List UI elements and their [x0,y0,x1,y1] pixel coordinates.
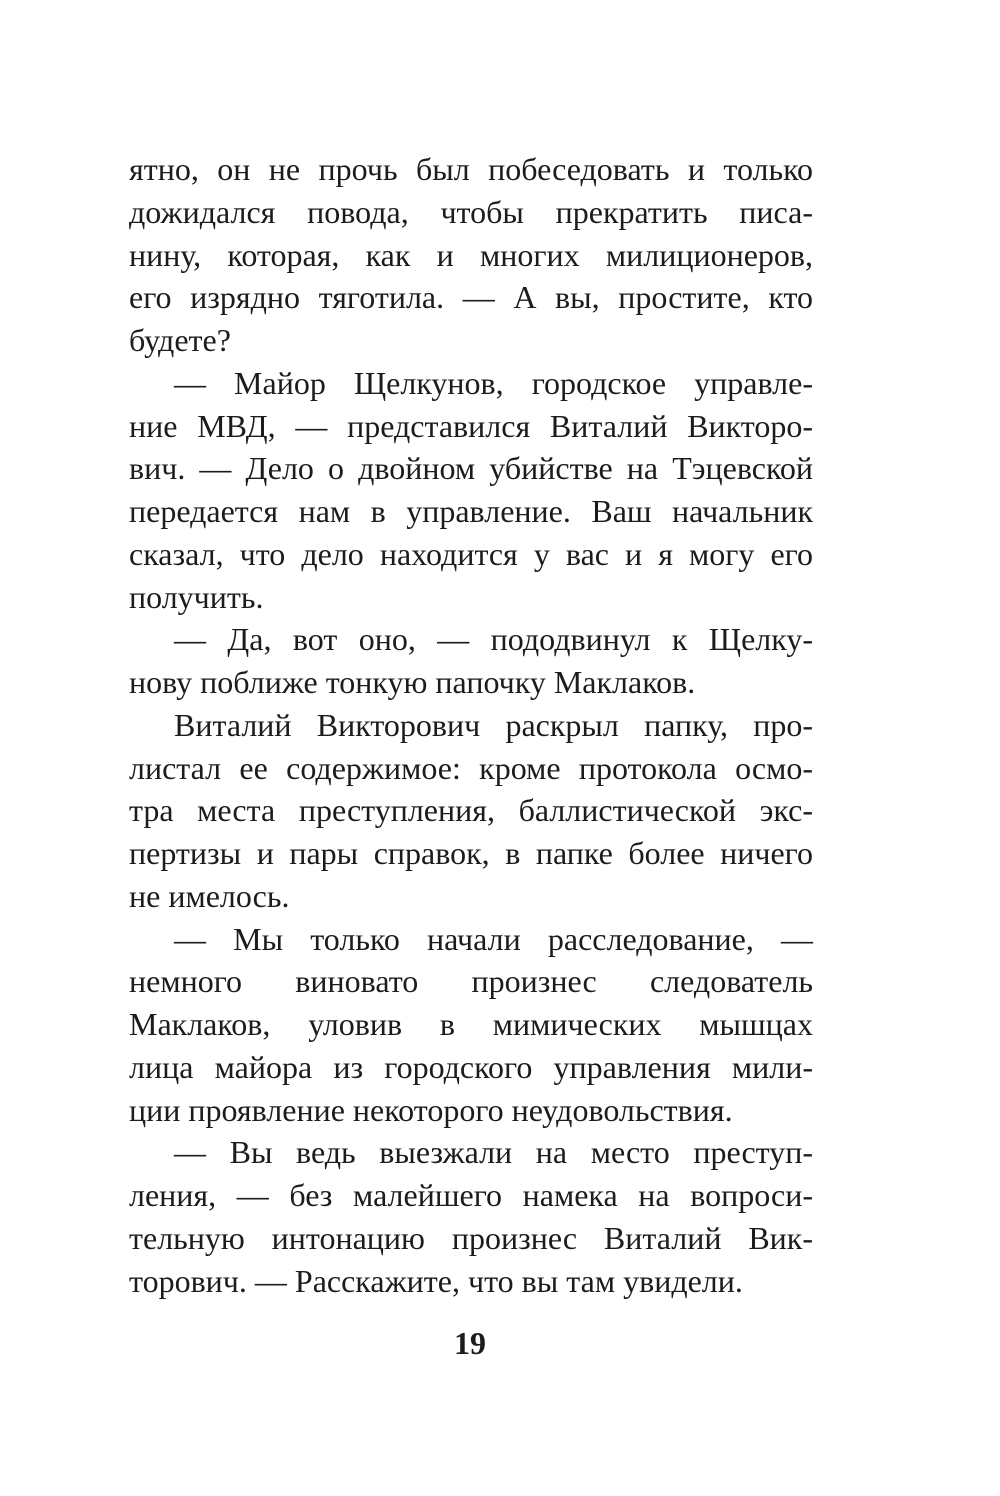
text-line: ятно, он не прочь был побеседовать и только [129,151,813,187]
text-line: пертизы и пары справок, в папке более ничего [129,835,813,871]
text-line: нову поближе тонкую папочку Маклаков. [129,664,696,700]
text-line: сказал, что дело находится у вас и я могу его [129,535,813,572]
text-line: его изрядно тяготила. — А вы, простите, кто [129,279,813,316]
text-line: листал ее содержимое: кроме протокола осмо- [129,749,813,786]
text-line: ления, — без малейшего намека на вопроси- [129,1177,813,1213]
text-line: — Мы только начали расследование, — [174,920,813,957]
text-line: тельную интонацию произнес Виталий Вик- [129,1219,813,1256]
text-line: тра места преступления, баллистической экс- [129,792,813,829]
text-line: нину, которая, как и многих милиционеров, [129,236,813,273]
text-line: — Вы ведь выезжали на место преступ- [174,1134,813,1171]
text-line: — Майор Щелкунов, городское управле- [174,364,813,401]
text-line: получить. [129,578,264,615]
page-number: 19 [454,1325,486,1361]
text-line: ции проявление некоторого неудовольствия. [129,1091,733,1128]
text-line: будете? [129,322,231,358]
text-line: Виталий Викторович раскрыл папку, про- [174,706,813,743]
text-line: дожидался повода, чтобы прекратить писа- [129,193,813,230]
text-line: торович. — Расскажите, что вы там увидели. [129,1262,743,1299]
text-line: не имелось. [129,877,290,914]
text-line: вич. — Дело о двойном убийстве на Тэцевской [129,450,813,487]
text-line: лица майора из городского управления мили- [129,1048,813,1085]
text-line: ние МВД, — представился Виталий Викторо- [129,407,813,444]
page-body-text [129,148,813,1302]
text-line: передается нам в управление. Ваш начальник [129,493,813,529]
text-line: немного виновато произнес следователь [129,963,813,1000]
text-line: Маклаков, уловив в мимических мышцах [129,1006,813,1042]
text-line: — Да, вот оно, — пододвинул к Щелку- [174,621,813,658]
